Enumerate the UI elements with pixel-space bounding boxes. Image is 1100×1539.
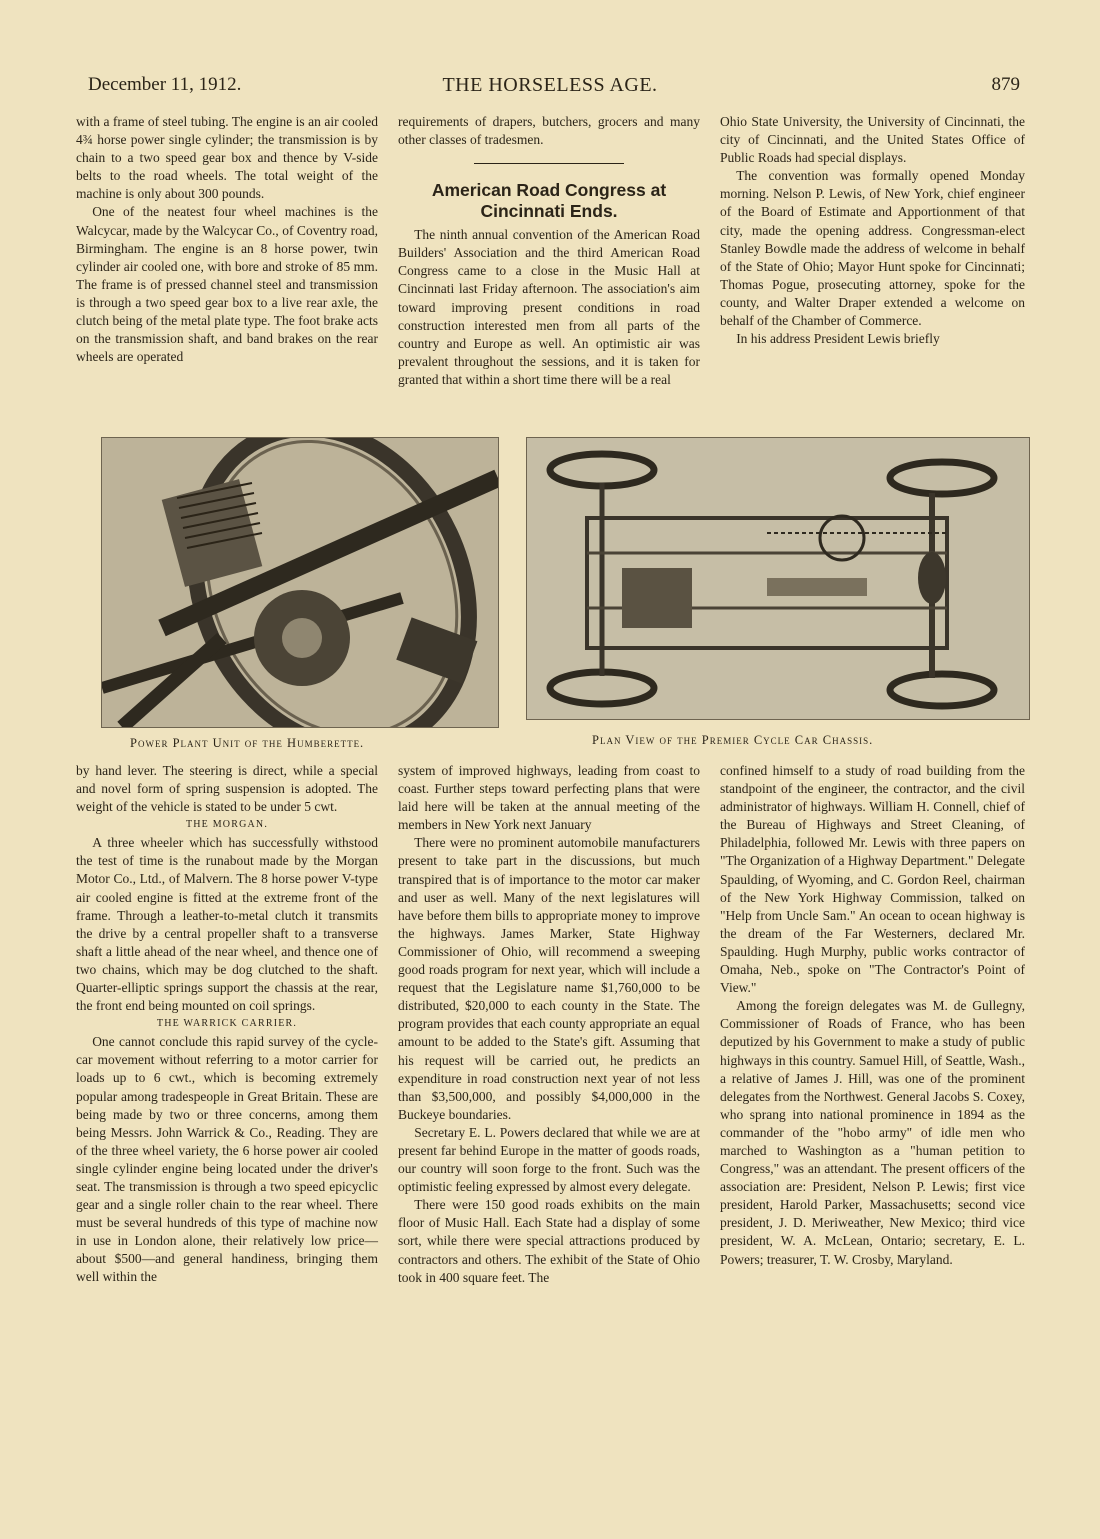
section-divider — [474, 163, 624, 164]
article-headline — [398, 180, 700, 222]
paragraph: with a frame of steel tubing. The engine is an air cooled 4¾ horse power single cylinder; the transmission is by chain to a two speed gear box and thence by V-side belts to the road wheels. The total weight of the machine is only about 300 pounds. — [76, 114, 378, 202]
headline-line-1: American Road Congress at — [431, 180, 667, 201]
premier-chassis-photo — [526, 437, 1030, 720]
paragraph: A three wheeler which has successfully withstood the test of time is the runabout made by the Morgan Motor Co., Ltd., of Malvern. The 8 horse power V-type air cooled engine is fitted at the extreme front of the frame. Through a leather-to-metal clutch it transmits the drive by a central propeller shaft to a transverse shaft a little ahead of the near wheel, and thence one of two chains, which may be dog clutched to the shaft. Quarter-elliptic springs support the chassis at the rear, the front end being mounted on coil springs. — [76, 835, 378, 1014]
humberette-engine-photo — [101, 437, 499, 728]
magazine-title: THE HORSELESS AGE. — [442, 74, 658, 96]
subheading-warrick: THE WARRICK CARRIER. — [156, 1018, 298, 1030]
top-column-1 — [76, 113, 378, 366]
figure-caption: Power Plant Unit of the Humberette. — [130, 736, 365, 750]
paragraph: confined himself to a study of road building from the standpoint of the engineer, the contractor, and the civil administrator of highways. William H. Connell, chief of the Bureau of Highways and Street Cleaning, of Philadelphia, followed Mr. Lewis with three papers on "The Organization of a Highway Department." Delegate Spaulding, of Wyoming, and C. Gordon Reel, chairman of the New York Highway Commission, talked on "Help from Uncle Sam." An ocean to ocean highway is the dream of the Far Westerners, declared Mr. Spaulding. Hugh Murphy, public works contractor of Omaha, Neb., spoke on "The Contractor's Point of View." — [720, 763, 1025, 996]
engine-illustration — [102, 438, 498, 727]
figure-caption: Plan View of the Premier Cycle Car Chassis. — [592, 733, 874, 747]
headline-line-2: Cincinnati Ends. — [480, 201, 618, 222]
paragraph: One cannot conclude this rapid survey of the cycle-car movement without referring to a motor carrier for loads up to 6 cwt., which is becoming extremely popular among tradespeople in Great Britain. These are being made by two or three concerns, among them being Messrs. John Warrick & Co., Reading. They are of the three wheel variety, the 6 horse power air cooled single cylinder engine being located under the driver's seat. The transmission is through a two speed epicyclic gear and a single roller chain to the rear wheel. There must be several hundreds of this type of machine now in use in London alone, their relatively low price—about $500—and general handiness, bringing them well within the — [76, 1034, 378, 1285]
paragraph: Secretary E. L. Powers declared that while we are at present far behind Europe in the matter of goods roads, our country will soon forge to the front. Such was the optimistic feeling expressed by almost every delegate. — [398, 1124, 700, 1195]
page-number: 879 — [991, 74, 1020, 95]
paragraph: Ohio State University, the University of Cincinnati, the city of Cincinnati, and the United States Office of Public Roads had special displays. — [720, 114, 1025, 166]
paragraph: The convention was formally opened Monday morning. Nelson P. Lewis, of New York, chief engineer of the Board of Estimate and Apportionment of that city, made the opening address. Congressman-elect Stanley Bowdle made the address of welcome in behalf of the State of Ohio; Mayor Hunt spoke for Cincinnati; Thomas Pogue, prosecuting attorney, spoke for the county, and Walter Draper extended a welcome on behalf of the Chamber of Commerce. — [720, 168, 1025, 329]
issue-date: December 11, 1912. — [88, 74, 242, 95]
page-header — [0, 74, 1100, 104]
top-column-2 — [398, 113, 700, 389]
paragraph: requirements of drapers, butchers, grocers and many other classes of tradesmen. — [398, 114, 700, 148]
top-column-3 — [720, 113, 1025, 348]
bottom-column-1 — [76, 762, 378, 1287]
bottom-column-3 — [720, 762, 1025, 1269]
bottom-column-2 — [398, 762, 700, 1287]
paragraph: There were no prominent automobile manufacturers present to take part in the discussions, but much transpired that is of importance to the motor car maker and user as well. Many of the next legislatures will have before them bills to appropriate money to improve the highways. James Marker, State Highway Commissioner of Ohio, will recommend a sweeping good roads program for next year, which will include a request that the Legislature name $1,760,000 to be distributed, $20,000 to each county in the State. The program provides that each county appropriate an equal amount to be added to the State's gift. Assuming that his request will be carried out, he predicts an expenditure in road construction next year of not less than $3,500,000, and possibly $4,000,000 in the Buckeye boundaries. — [398, 835, 700, 1122]
subheading-morgan: THE MORGAN. — [185, 819, 269, 831]
paragraph: One of the neatest four wheel machines is the Walcycar, made by the Walcycar Co., of Coventry road, Birmingham. The engine is an 8 horse power, twin cylinder air cooled one, with bore and stroke of 85 mm. The frame is of pressed channel steel and transmission is through a two speed gear box to a live rear axle, the clutch being of the metal plate type. The foot brake acts on the transmission shaft, and band brakes on the rear wheels are operated — [76, 204, 378, 365]
paragraph: The ninth annual convention of the American Road Builders' Association and the third American Road Congress came to a close in the Music Hall at Cincinnati last Friday afternoon. The association's aim toward improving present conditions in road construction interested men from all parts of the country and Europe as well. An optimistic air was prevalent throughout the sessions, and it is taken for granted that within a short time there will be a real — [398, 227, 700, 387]
chassis-illustration — [527, 438, 1029, 719]
paragraph: by hand lever. The steering is direct, while a special and novel form of spring suspension is adopted. The weight of the vehicle is stated to be under 5 cwt. — [76, 763, 378, 815]
paragraph: Among the foreign delegates was M. de Gullegny, Commissioner of Roads of France, who has been deputized by his Government to make a study of public highways in this country. Samuel Hill, of Seattle, Wash., a relative of James J. Hill, was one of the prominent delegates from the Northwest. General Jacobs S. Coxey, who sprang into national prominence in 1894 as the commander of the "hobo army" of idle men who marched to Washington as a "human petition to Congress," was an attendant. The present officers of the association are: President, Nelson P. Lewis; first vice president, Harold Parker, Massachusetts; second vice president, J. D. Meriweather, New Mexico; third vice president, W. A. McLean, Ontario; secretary, E. L. Powers; treasurer, T. W. Crosby, Maryland. — [720, 998, 1025, 1267]
paragraph: There were 150 good roads exhibits on the main floor of Music Hall. Each State had a display of some sort, while there were special attractions produced by contractors and others. The exhibit of the State of Ohio took in 400 square feet. The — [398, 1197, 700, 1285]
paragraph: system of improved highways, leading from coast to coast. Further steps toward perfecting plans that were laid here will be taken at the annual meeting of the members in New York next January — [398, 763, 700, 833]
paragraph: In his address President Lewis briefly — [736, 331, 940, 347]
